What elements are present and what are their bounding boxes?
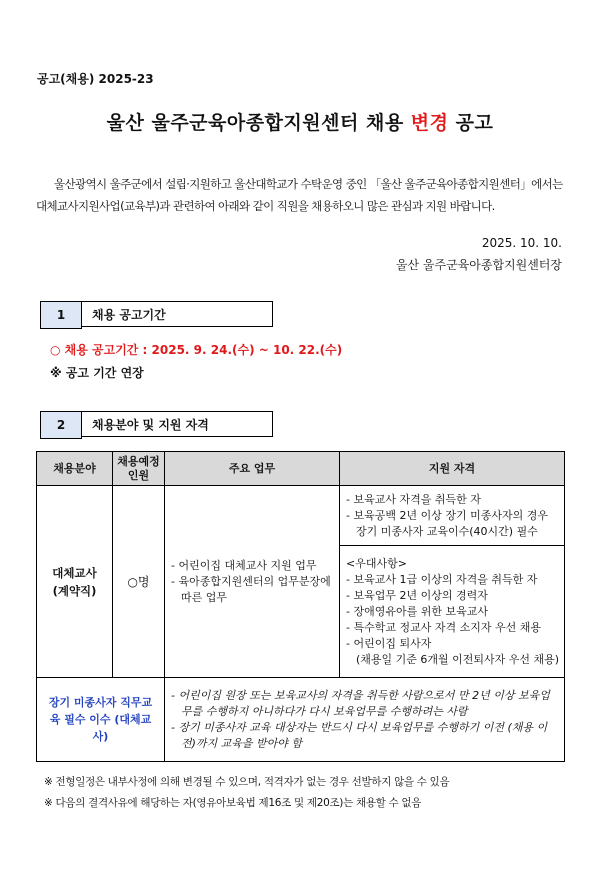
training-details-cell [165,678,565,762]
table-header-row [37,452,565,486]
qualification-item: - 보육공백 2년 이상 장기 미종사자의 경우 장기 미종사자 교육이수(40시간) 필수 [346,508,548,538]
intro-paragraph [36,173,566,217]
notice-date: 2025. 10. 10. [481,236,562,250]
notice-number: 공고(채용) 2025-23 [37,72,154,86]
training-label-cell: 장기 미종사자 직무교육 필수 이수 (대체교사) [37,678,165,762]
section-1-number: 1 [40,301,82,329]
intro-line-1: 울산광역시 울주군에서 설립·지원하고 울산대학교가 수탁운영 중인 「울산 울주군육아종합지원센터」에서는 [54,177,563,191]
section-1-title: 채용 공고기간 [81,301,273,327]
training-item: - 장기 미종사자 교육 대상자는 반드시 다시 보육업무를 수행하기 이전 (채용 이전)까지 교육을 받아야 함 [171,720,548,750]
preferred-note: (채용일 기준 6개월 이전퇴사자 우선 채용) [356,652,560,666]
intro-line-2: 대체교사지원사업(교육부)과 관련하여 아래와 같이 직원을 채용하오니 많은 관심과 지원 바랍니다. [36,199,495,213]
signer: 울산 울주군육아종합지원센터장 [395,258,562,272]
recruitment-period: ○ 채용 공고기간 : 2025. 9. 24.(수) ~ 10. 22.(수) [50,343,343,357]
footnote: ※ 다음의 결격사유에 해당하는 자(영유아보육법 제16조 및 제20조)는 채용할 수 없음 [44,797,422,809]
header-qualifications: 지원 자격 [340,452,565,486]
header-headcount: 채용예정 인원 [113,452,165,486]
preferred-qualifications-cell [340,546,565,678]
duties-cell [165,486,340,678]
period-extension-note: ※ 공고 기간 연장 [50,366,144,380]
preferred-item: - 보육업무 2년 이상의 경력자 [346,588,488,602]
qualification-item: - 보육교사 자격을 취득한 자 [346,492,481,506]
signature-block [396,232,562,276]
training-item: - 어린이집 원장 또는 보육교사의 자격을 취득한 사람으로서 만 2년 이상 보육업무를 수행하지 아니하다가 다시 보육업무를 수행하려는 사람 [171,688,550,718]
title-end: 공고 [448,112,494,134]
title-main: 울산 울주군육아종합지원센터 채용 [106,112,411,134]
header-duties: 주요 업무 [165,452,340,486]
field-cell: 대체교사 (계약직) [37,486,113,678]
section-2-title: 채용분야 및 지원 자격 [81,411,273,437]
duty-item: - 어린이집 대체교사 지원 업무 [171,558,317,572]
page-title [0,108,600,135]
section-2-number: 2 [40,411,82,439]
preferred-item: - 보육교사 1급 이상의 자격을 취득한 자 [346,572,538,586]
title-highlight: 변경 [410,112,449,134]
recruitment-table [36,451,565,762]
preferred-item: - 장애영유아를 위한 보육교사 [346,604,488,618]
headcount-cell: ○명 [113,486,165,678]
preferred-item: - 특수학교 정교사 자격 소지자 우선 채용 [346,620,541,634]
footnote: ※ 전형일정은 내부사정에 의해 변경될 수 있으며, 적격자가 없는 경우 선발하지 않을 수 있음 [44,776,450,788]
preferred-label: <우대사항> [346,556,407,570]
duty-item: - 육아종합지원센터의 업무분장에 따른 업무 [171,574,331,604]
table-row [37,486,565,546]
header-field: 채용분야 [37,452,113,486]
table-row [37,678,565,762]
preferred-item: - 어린이집 퇴사자 [346,636,432,650]
required-qualifications-cell [340,486,565,546]
